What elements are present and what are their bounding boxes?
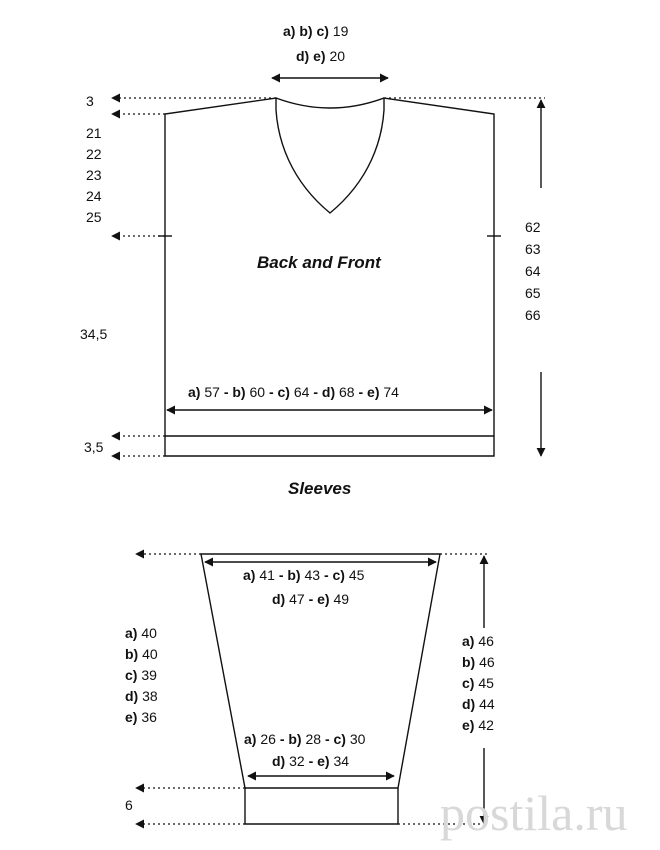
svg-text:a) 46: a) 46 (462, 633, 494, 649)
sleeve-cuff (245, 788, 398, 824)
back-front-piece (158, 98, 501, 456)
svg-text:c) 45: c) 45 (462, 675, 494, 691)
svg-text:25: 25 (86, 209, 102, 225)
sleeve-length-list (125, 625, 158, 725)
svg-text:22: 22 (86, 146, 102, 162)
body-outline (165, 98, 494, 456)
svg-text:63: 63 (525, 241, 541, 257)
sleeves-title: Sleeves (288, 479, 352, 498)
sleeve-bottom-width-label-1: a) 26 - b) 28 - c) 30 (244, 731, 366, 747)
sleeve-top-width-label-1: a) 41 - b) 43 - c) 45 (243, 567, 365, 583)
cuff-height-label: 6 (125, 797, 133, 813)
back-front-title: Back and Front (257, 253, 381, 272)
svg-text:e) 36: e) 36 (125, 709, 157, 725)
neck-width-label-1: a) b) c) 19 (283, 23, 349, 39)
svg-text:66: 66 (525, 307, 541, 323)
back-front-leaders (112, 98, 545, 456)
svg-text:d) 44: d) 44 (462, 696, 495, 712)
shoulder-drop-label: 3 (86, 93, 94, 109)
svg-text:c) 39: c) 39 (125, 667, 157, 683)
svg-text:62: 62 (525, 219, 541, 235)
svg-text:65: 65 (525, 285, 541, 301)
total-length-list (525, 219, 541, 323)
sleeve-top-width-label-2: d) 47 - e) 49 (272, 591, 350, 607)
sleeve-bottom-width-label-2: d) 32 - e) 34 (272, 753, 350, 769)
neck-width-label-2: d) e) 20 (296, 48, 346, 64)
svg-text:a) 40: a) 40 (125, 625, 157, 641)
svg-text:24: 24 (86, 188, 102, 204)
svg-text:b) 40: b) 40 (125, 646, 158, 662)
svg-text:d) 38: d) 38 (125, 688, 158, 704)
svg-text:21: 21 (86, 125, 102, 141)
svg-text:b) 46: b) 46 (462, 654, 495, 670)
body-length-label: 34,5 (80, 326, 108, 342)
body-width-label: a) 57 - b) 60 - c) 64 - d) 68 - e) 74 (188, 384, 399, 400)
watermark-logo: postila.ru (440, 785, 628, 841)
armhole-depth-list (86, 125, 102, 225)
svg-text:64: 64 (525, 263, 541, 279)
rib-height-label: 3,5 (84, 439, 104, 455)
svg-text:e) 42: e) 42 (462, 717, 494, 733)
svg-text:23: 23 (86, 167, 102, 183)
back-neck-curve (276, 98, 384, 108)
sleeve-total-length-list (462, 633, 495, 733)
